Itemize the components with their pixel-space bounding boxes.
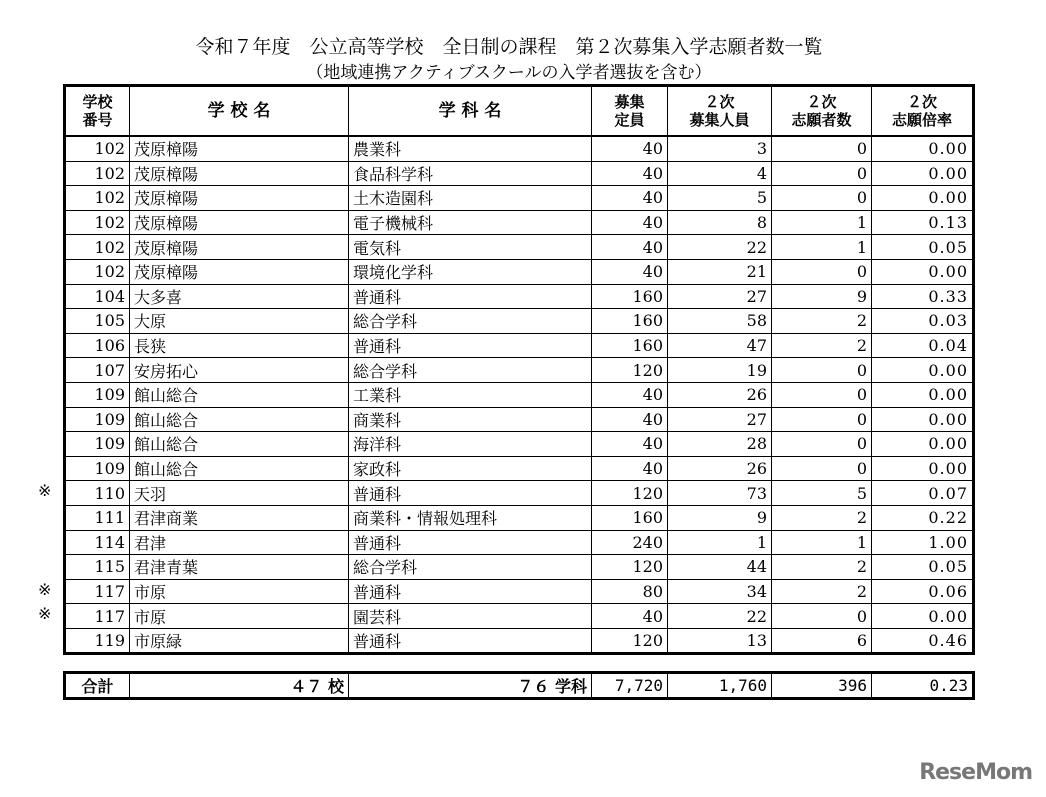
cell-school: 君津: [130, 530, 349, 555]
total-ratio: 0.23: [872, 673, 974, 699]
table-row: [65, 235, 974, 260]
cell-dept: 総合学科: [349, 309, 592, 334]
cell-ratio: 0.00: [872, 259, 974, 284]
cell-school: 茂原樟陽: [130, 136, 349, 161]
cell-dept: 総合学科: [349, 358, 592, 383]
header-capacity: 募集 定員: [592, 86, 668, 137]
cell-capacity: 40: [592, 210, 668, 235]
cell-recruit: 26: [668, 382, 772, 407]
cell-ratio: 0.00: [872, 407, 974, 432]
cell-school: 市原: [130, 579, 349, 604]
cell-school: 市原: [130, 604, 349, 629]
table-row: [65, 136, 974, 161]
cell-capacity: 40: [592, 407, 668, 432]
cell-dept: 農業科: [349, 136, 592, 161]
cell-num: 102: [65, 186, 130, 211]
cell-recruit: 3: [668, 136, 772, 161]
header-applicants: ２次 志願者数: [772, 86, 872, 137]
cell-recruit: 58: [668, 309, 772, 334]
cell-recruit: 22: [668, 235, 772, 260]
cell-applicants: 5: [772, 481, 872, 506]
table-row: [65, 259, 974, 284]
table-row: [65, 210, 974, 235]
header-school: 学 校 名: [130, 86, 349, 137]
cell-applicants: 0: [772, 407, 872, 432]
table-row: [65, 579, 974, 604]
cell-school: 館山総合: [130, 432, 349, 457]
cell-capacity: 40: [592, 186, 668, 211]
cell-capacity: 40: [592, 161, 668, 186]
cell-school: 君津商業: [130, 505, 349, 530]
cell-capacity: 160: [592, 284, 668, 309]
cell-school: 長狭: [130, 333, 349, 358]
cell-recruit: 73: [668, 481, 772, 506]
cell-recruit: 44: [668, 555, 772, 580]
cell-dept: 家政科: [349, 456, 592, 481]
cell-num: 119: [65, 628, 130, 654]
cell-dept: 食品科学科: [349, 161, 592, 186]
cell-dept: 電気科: [349, 235, 592, 260]
cell-recruit: 4: [668, 161, 772, 186]
cell-ratio: 0.03: [872, 309, 974, 334]
cell-num: 117: [65, 604, 130, 629]
cell-dept: 普通科: [349, 530, 592, 555]
cell-applicants: 0: [772, 161, 872, 186]
cell-num: 109: [65, 382, 130, 407]
cell-applicants: 2: [772, 555, 872, 580]
cell-ratio: 0.00: [872, 382, 974, 407]
cell-dept: 園芸科: [349, 604, 592, 629]
table-row: [65, 186, 974, 211]
cell-school: 茂原樟陽: [130, 235, 349, 260]
cell-ratio: 0.13: [872, 210, 974, 235]
cell-num: 102: [65, 161, 130, 186]
total-depts: ７６ 学科: [349, 673, 592, 699]
cell-capacity: 120: [592, 628, 668, 654]
cell-ratio: 0.05: [872, 555, 974, 580]
cell-school: 大多喜: [130, 284, 349, 309]
page-subtitle: （地域連携アクティブスクールの入学者選抜を含む）: [306, 63, 712, 83]
cell-applicants: 0: [772, 259, 872, 284]
cell-recruit: 22: [668, 604, 772, 629]
cell-dept: 普通科: [349, 333, 592, 358]
cell-ratio: 0.00: [872, 432, 974, 457]
cell-school: 館山総合: [130, 382, 349, 407]
cell-applicants: 1: [772, 210, 872, 235]
cell-dept: 工業科: [349, 382, 592, 407]
cell-recruit: 9: [668, 505, 772, 530]
table-row: [65, 284, 974, 309]
cell-dept: 普通科: [349, 579, 592, 604]
cell-ratio: 0.00: [872, 186, 974, 211]
cell-dept: 普通科: [349, 284, 592, 309]
table-row: [65, 382, 974, 407]
cell-capacity: 40: [592, 456, 668, 481]
cell-applicants: 9: [772, 284, 872, 309]
cell-num: 110: [65, 481, 130, 506]
cell-num: 102: [65, 235, 130, 260]
cell-capacity: 40: [592, 259, 668, 284]
cell-school: 館山総合: [130, 407, 349, 432]
table-row: [65, 358, 974, 383]
cell-dept: 環境化学科: [349, 259, 592, 284]
cell-dept: 普通科: [349, 481, 592, 506]
cell-applicants: 0: [772, 136, 872, 161]
cell-applicants: 0: [772, 186, 872, 211]
table-row: [65, 161, 974, 186]
cell-num: 114: [65, 530, 130, 555]
cell-capacity: 120: [592, 481, 668, 506]
header-dept: 学 科 名: [349, 86, 592, 137]
cell-num: 109: [65, 456, 130, 481]
page-title: 令和７年度 公立高等学校 全日制の課程 第２次募集入学志願者数一覧: [195, 36, 823, 58]
cell-applicants: 1: [772, 235, 872, 260]
cell-school: 茂原樟陽: [130, 259, 349, 284]
cell-applicants: 0: [772, 456, 872, 481]
cell-ratio: 0.22: [872, 505, 974, 530]
cell-capacity: 120: [592, 358, 668, 383]
cell-ratio: 0.46: [872, 628, 974, 654]
cell-ratio: 0.06: [872, 579, 974, 604]
table-row: [65, 481, 974, 506]
header-num: 学校 番号: [65, 86, 130, 137]
cell-capacity: 40: [592, 235, 668, 260]
cell-recruit: 19: [668, 358, 772, 383]
cell-recruit: 27: [668, 407, 772, 432]
table-row: [65, 456, 974, 481]
total-recruit: 1,760: [668, 673, 772, 699]
cell-capacity: 80: [592, 579, 668, 604]
cell-ratio: 0.07: [872, 481, 974, 506]
cell-applicants: 2: [772, 505, 872, 530]
cell-capacity: 160: [592, 505, 668, 530]
table-row: [65, 604, 974, 629]
cell-applicants: 0: [772, 382, 872, 407]
cell-num: 104: [65, 284, 130, 309]
cell-ratio: 0.00: [872, 136, 974, 161]
cell-recruit: 28: [668, 432, 772, 457]
cell-num: 105: [65, 309, 130, 334]
cell-school: 大原: [130, 309, 349, 334]
total-schools: ４７ 校: [130, 673, 349, 699]
cell-capacity: 40: [592, 604, 668, 629]
cell-num: 102: [65, 210, 130, 235]
cell-num: 106: [65, 333, 130, 358]
cell-dept: 総合学科: [349, 555, 592, 580]
table-row: [65, 432, 974, 457]
cell-dept: 普通科: [349, 628, 592, 654]
cell-applicants: 0: [772, 432, 872, 457]
cell-school: 茂原樟陽: [130, 186, 349, 211]
cell-recruit: 21: [668, 259, 772, 284]
cell-applicants: 6: [772, 628, 872, 654]
cell-applicants: 0: [772, 358, 872, 383]
total-label: 合計: [65, 673, 130, 699]
header-recruit: ２次 募集人員: [668, 86, 772, 137]
cell-num: 117: [65, 579, 130, 604]
cell-school: 天羽: [130, 481, 349, 506]
cell-dept: 電子機械科: [349, 210, 592, 235]
cell-recruit: 5: [668, 186, 772, 211]
cell-num: 107: [65, 358, 130, 383]
cell-applicants: 1: [772, 530, 872, 555]
cell-recruit: 34: [668, 579, 772, 604]
cell-applicants: 2: [772, 333, 872, 358]
cell-school: 茂原樟陽: [130, 210, 349, 235]
cell-school: 君津青葉: [130, 555, 349, 580]
cell-recruit: 27: [668, 284, 772, 309]
cell-dept: 海洋科: [349, 432, 592, 457]
cell-dept: 商業科: [349, 407, 592, 432]
table-row: [65, 505, 974, 530]
cell-ratio: 0.33: [872, 284, 974, 309]
cell-dept: 商業科・情報処理科: [349, 505, 592, 530]
table-row: [65, 530, 974, 555]
cell-recruit: 8: [668, 210, 772, 235]
table-row: [65, 555, 974, 580]
resemom-logo: ReseMom: [919, 760, 1032, 785]
table-header: [65, 86, 974, 137]
cell-dept: 土木造園科: [349, 186, 592, 211]
cell-num: 109: [65, 432, 130, 457]
table-row: [65, 628, 974, 654]
cell-ratio: 0.00: [872, 161, 974, 186]
cell-ratio: 0.05: [872, 235, 974, 260]
cell-recruit: 47: [668, 333, 772, 358]
cell-ratio: 0.00: [872, 358, 974, 383]
cell-num: 109: [65, 407, 130, 432]
table-row: [65, 407, 974, 432]
note-mark: ※: [38, 481, 52, 501]
table-row: [65, 309, 974, 334]
note-mark: ※: [38, 604, 52, 624]
cell-ratio: 0.00: [872, 456, 974, 481]
note-mark: ※: [38, 579, 52, 599]
cell-applicants: 0: [772, 604, 872, 629]
header-ratio: ２次 志願倍率: [872, 86, 974, 137]
cell-ratio: 1.00: [872, 530, 974, 555]
cell-recruit: 26: [668, 456, 772, 481]
cell-capacity: 40: [592, 382, 668, 407]
cell-school: 安房拓心: [130, 358, 349, 383]
applicants-table: [63, 84, 975, 655]
cell-school: 茂原樟陽: [130, 161, 349, 186]
total-capacity: 7,720: [592, 673, 668, 699]
cell-capacity: 160: [592, 309, 668, 334]
cell-capacity: 40: [592, 432, 668, 457]
cell-applicants: 2: [772, 309, 872, 334]
cell-capacity: 120: [592, 555, 668, 580]
cell-recruit: 1: [668, 530, 772, 555]
cell-recruit: 13: [668, 628, 772, 654]
cell-capacity: 160: [592, 333, 668, 358]
cell-capacity: 40: [592, 136, 668, 161]
cell-num: 102: [65, 259, 130, 284]
cell-num: 115: [65, 555, 130, 580]
cell-school: 市原緑: [130, 628, 349, 654]
total-row: [63, 671, 975, 700]
cell-num: 111: [65, 505, 130, 530]
cell-ratio: 0.00: [872, 604, 974, 629]
cell-ratio: 0.04: [872, 333, 974, 358]
total-applicants: 396: [772, 673, 872, 699]
table-row: [65, 333, 974, 358]
cell-applicants: 2: [772, 579, 872, 604]
cell-school: 館山総合: [130, 456, 349, 481]
cell-capacity: 240: [592, 530, 668, 555]
cell-num: 102: [65, 136, 130, 161]
